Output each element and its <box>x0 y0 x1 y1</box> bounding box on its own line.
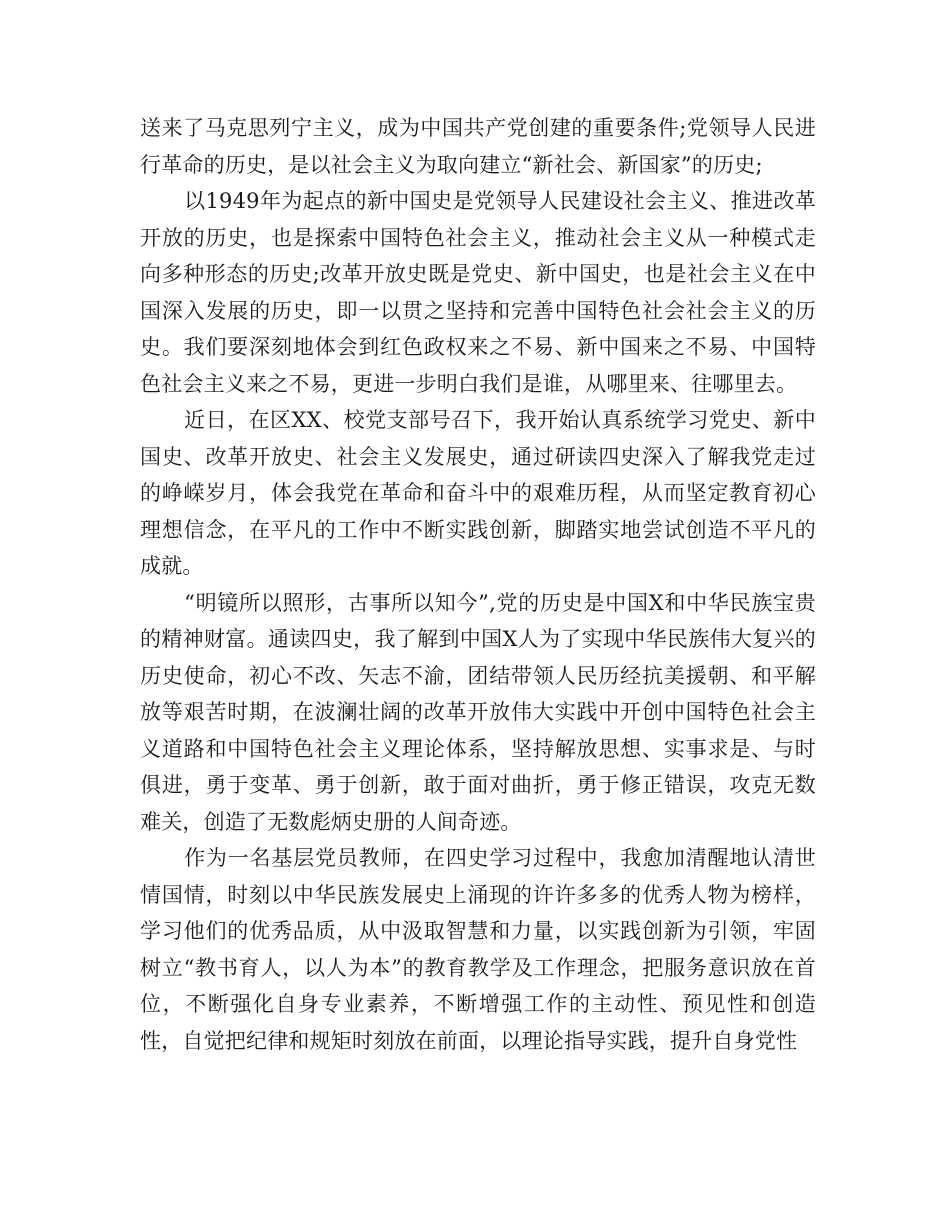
paragraph-mirror-quote: “明镜所以照形，古事所以知今”,党的历史是中国X和中华民族宝贵的精神财富。通读四史，我了解到中国X人为了实现中华民族伟大复兴的历史使命，初心不改、矢志不渝，团结带领人民历经抗美援朝、和平解放等艰苦时期，在波澜壮阔的改革开放伟大实践中开创中国特色社会主义道路和中国特色社会主义理论体系，坚持解放思想、实事求是、与时俱进，勇于变革、勇于创新，敢于面对曲折，勇于修正错误，攻克无数难关，创造了无数彪炳史册的人间奇迹。 <box>140 590 816 834</box>
paragraph-study-four-histories: 近日，在区XX、校党支部号召下，我开始认真系统学习党史、新中国史、改革开放史、社会主义发展史，通过研读四史深入了解我党走过的峥嵘岁月，体会我党在革命和奋斗中的艰难历程，从而坚定教育初心理想信念，在平凡的工作中不断实践创新，脚踏实地尝试创造不平凡的成就。 <box>140 408 816 578</box>
paragraph-continuation: 送来了马克思列宁主义，成为中国共产党创建的重要条件;党领导人民进行革命的历史，是以社会主义为取向建立“新社会、新国家”的历史; <box>140 116 816 177</box>
document-body <box>140 110 816 1059</box>
paragraph-new-china-history: 以1949年为起点的新中国史是党领导人民建设社会主义、推进改革开放的历史，也是探索中国特色社会主义，推动社会主义从一种模式走向多种形态的历史;改革开放史既是党史、新中国史，也是社会主义在中国深入发展的历史，即一以贯之坚持和完善中国特色社会社会主义的历史。我们要深刻地体会到红色政权来之不易、新中国来之不易、中国特色社会主义来之不易，更进一步明白我们是谁，从哪里来、往哪里去。 <box>140 189 816 396</box>
paragraph-teacher-reflection: 作为一名基层党员教师，在四史学习过程中，我愈加清醒地认清世情国情，时刻以中华民族发展史上涌现的许许多多的优秀人物为榜样，学习他们的优秀品质，从中汲取智慧和力量，以实践创新为引领，牢固树立“教书育人，以人为本”的教育教学及工作理念，把服务意识放在首位，不断强化自身专业素养，不断增强工作的主动性、预见性和创造性，自觉把纪律和规矩时刻放在前面，以理论指导实践，提升自身党性 <box>140 846 816 1053</box>
